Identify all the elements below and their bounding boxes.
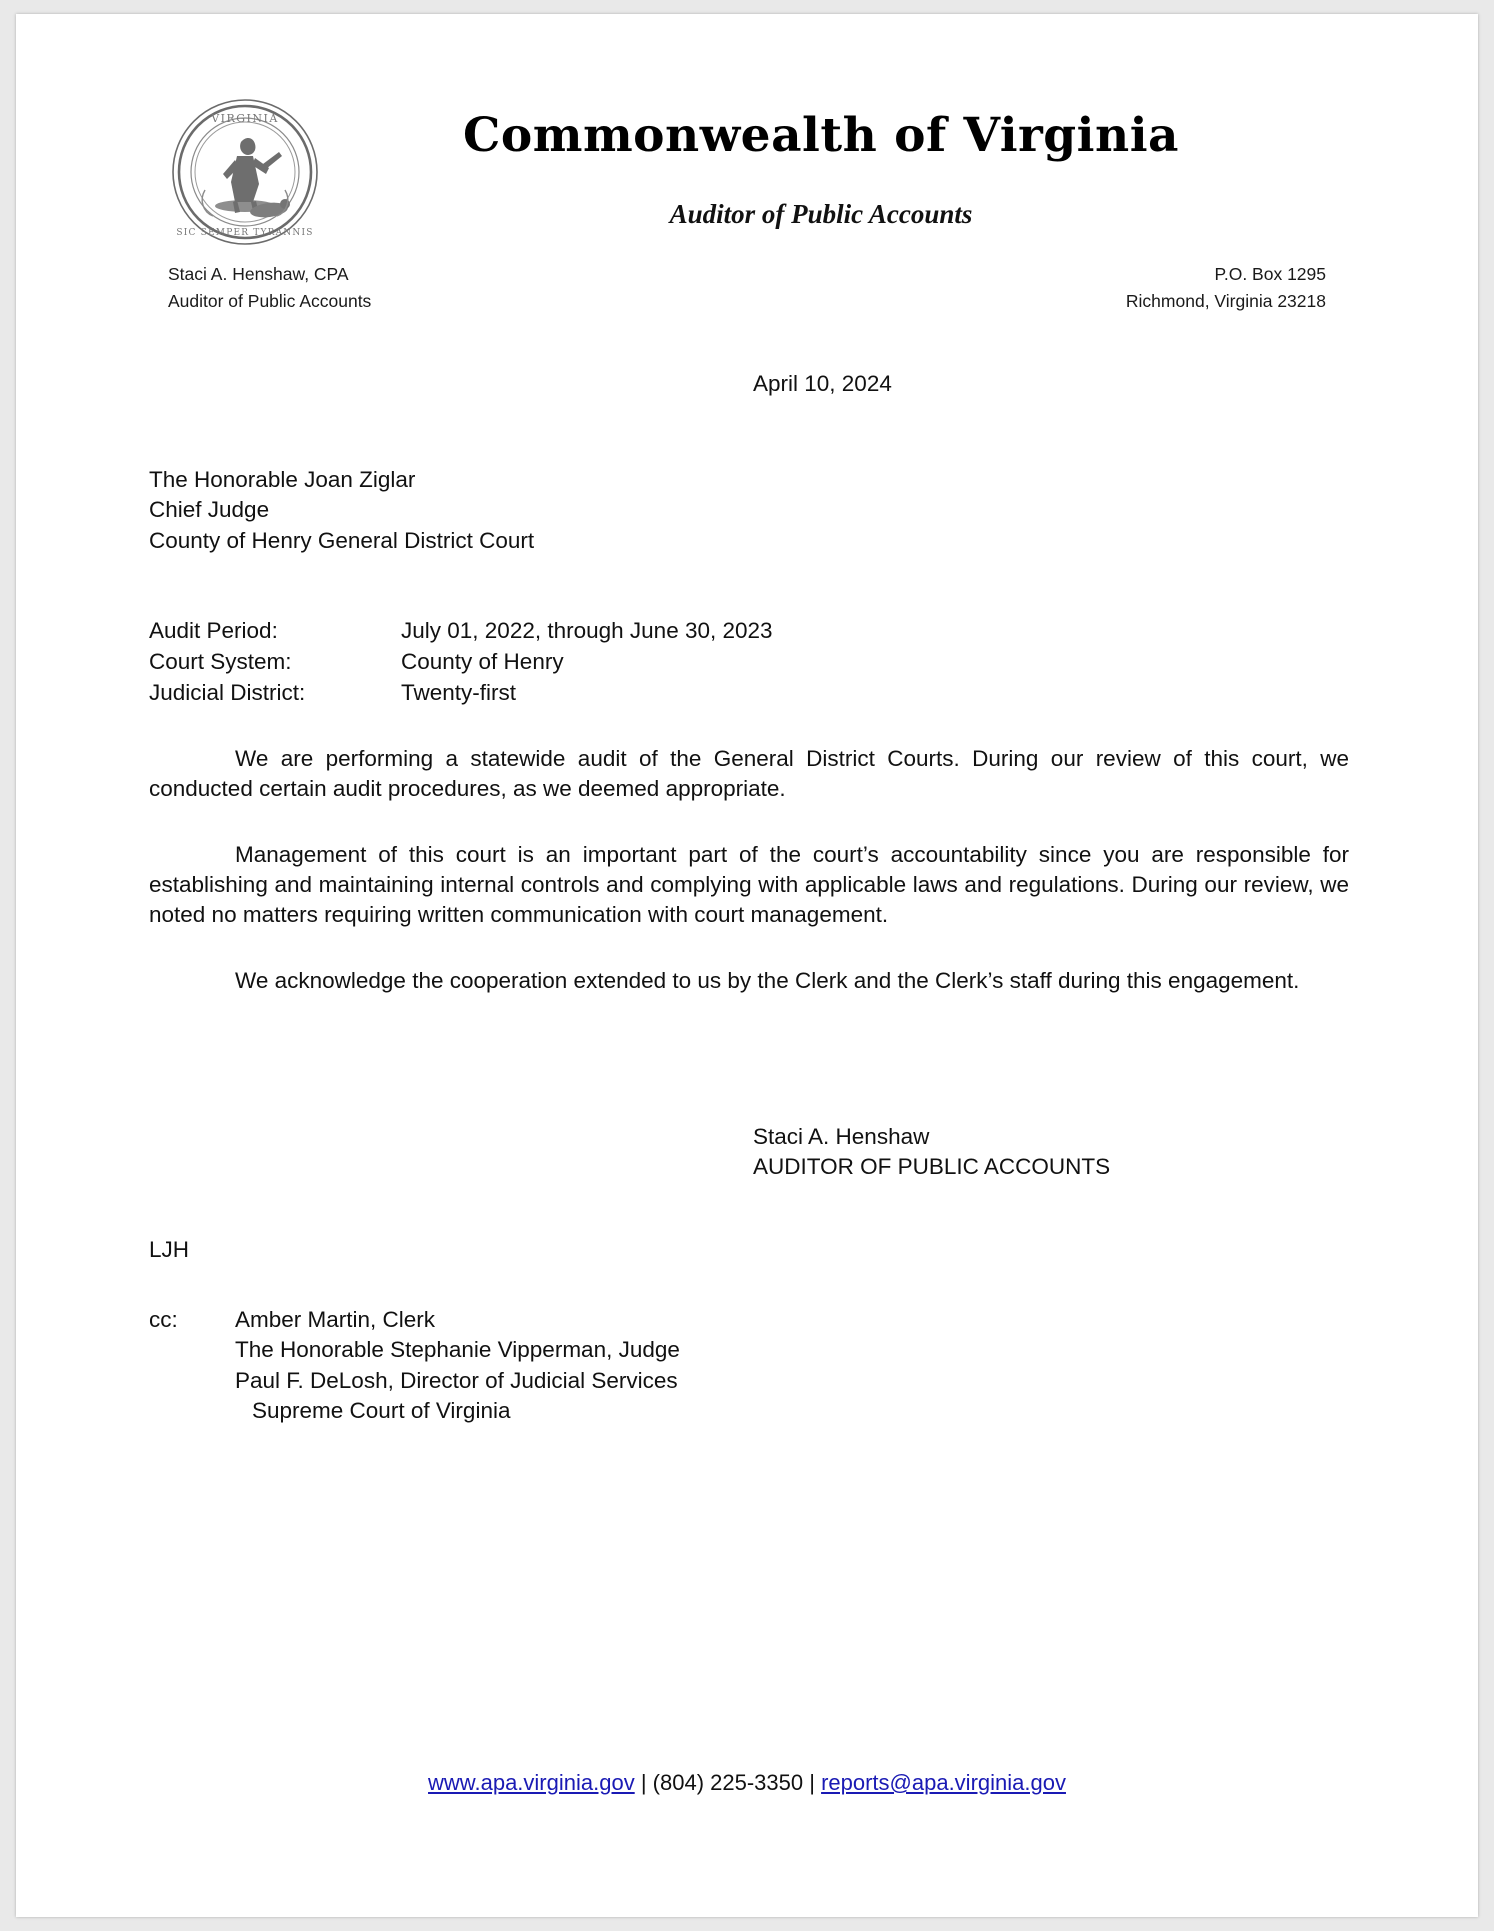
signature-block [753, 1122, 1349, 1183]
paragraph-3: We acknowledge the cooperation extended to us by the Clerk and the Clerk’s staff during this engagement. [235, 967, 1300, 993]
meta-label: Audit Period: [149, 618, 278, 644]
signer-name: Staci A. Henshaw [753, 1123, 930, 1149]
meta-value: County of Henry [401, 649, 564, 675]
paragraph-2: Management of this court is an important part of the court’s accountability since you are responsible for establishing and maintaining internal controls and complying with applicable laws and regulations. During our review, we noted no matters requiring written communication with court management. [149, 842, 1349, 927]
svg-text:VIRGINIA: VIRGINIA [211, 112, 279, 125]
paragraph-1: We are performing a statewide audit of the General District Courts. During our review of this court, we conducted certain audit procedures, as we deemed appropriate. [149, 746, 1349, 802]
footer-phone: (804) 225-3350 [652, 1770, 804, 1795]
cc-label: cc: [149, 1306, 178, 1332]
letter-date: April 10, 2024 [753, 371, 892, 396]
meta-row-judicial-district [149, 678, 1349, 709]
auditor-office: Auditor of Public Accounts [168, 291, 372, 312]
typist-initials: LJH [149, 1236, 190, 1262]
footer-separator: | [803, 1770, 822, 1795]
meta-value: July 01, 2022, through June 30, 2023 [401, 618, 773, 644]
cc-recipient: Supreme Court of Virginia [252, 1398, 511, 1424]
auditor-name: Staci A. Henshaw, CPA [168, 264, 349, 284]
cc-recipients [235, 1305, 1349, 1427]
addressee-court: County of Henry General District Court [149, 527, 535, 553]
meta-value: Twenty-first [401, 679, 517, 705]
page-subtitle: Auditor of Public Accounts [669, 199, 973, 229]
cc-block [149, 1305, 1349, 1427]
letter-body [149, 369, 1349, 1427]
signer-title: AUDITOR OF PUBLIC ACCOUNTS [753, 1154, 1111, 1180]
cc-recipient: Amber Martin, Clerk [235, 1306, 436, 1332]
page-footer [16, 1770, 1478, 1796]
website-link[interactable]: www.apa.virginia.gov [428, 1770, 635, 1795]
cc-recipient: Paul F. DeLosh, Director of Judicial Services [235, 1367, 678, 1393]
virginia-state-seal-icon [171, 98, 319, 246]
page-title: Commonwealth of Virginia [462, 108, 1180, 163]
city-state-zip: Richmond, Virginia 23218 [1125, 291, 1326, 312]
addressee-name: The Honorable Joan Ziglar [149, 466, 416, 492]
letterhead-right-block [1126, 261, 1326, 315]
addressee-title: Chief Judge [149, 497, 270, 523]
addressee-block [149, 465, 1349, 557]
meta-row-audit-period [149, 616, 1349, 647]
email-link[interactable]: reports@apa.virginia.gov [821, 1770, 1066, 1795]
cc-recipient: The Honorable Stephanie Vipperman, Judge [235, 1337, 680, 1363]
svg-text:SIC SEMPER TYRANNIS: SIC SEMPER TYRANNIS [176, 228, 314, 238]
meta-label: Court System: [149, 649, 292, 675]
letterhead-left-block [168, 261, 371, 315]
meta-label: Judicial District: [149, 679, 306, 705]
document-page [16, 14, 1478, 1917]
audit-meta-block [149, 616, 1349, 708]
meta-row-court-system [149, 647, 1349, 678]
footer-separator: | [634, 1770, 653, 1795]
po-box: P.O. Box 1295 [1214, 264, 1326, 284]
